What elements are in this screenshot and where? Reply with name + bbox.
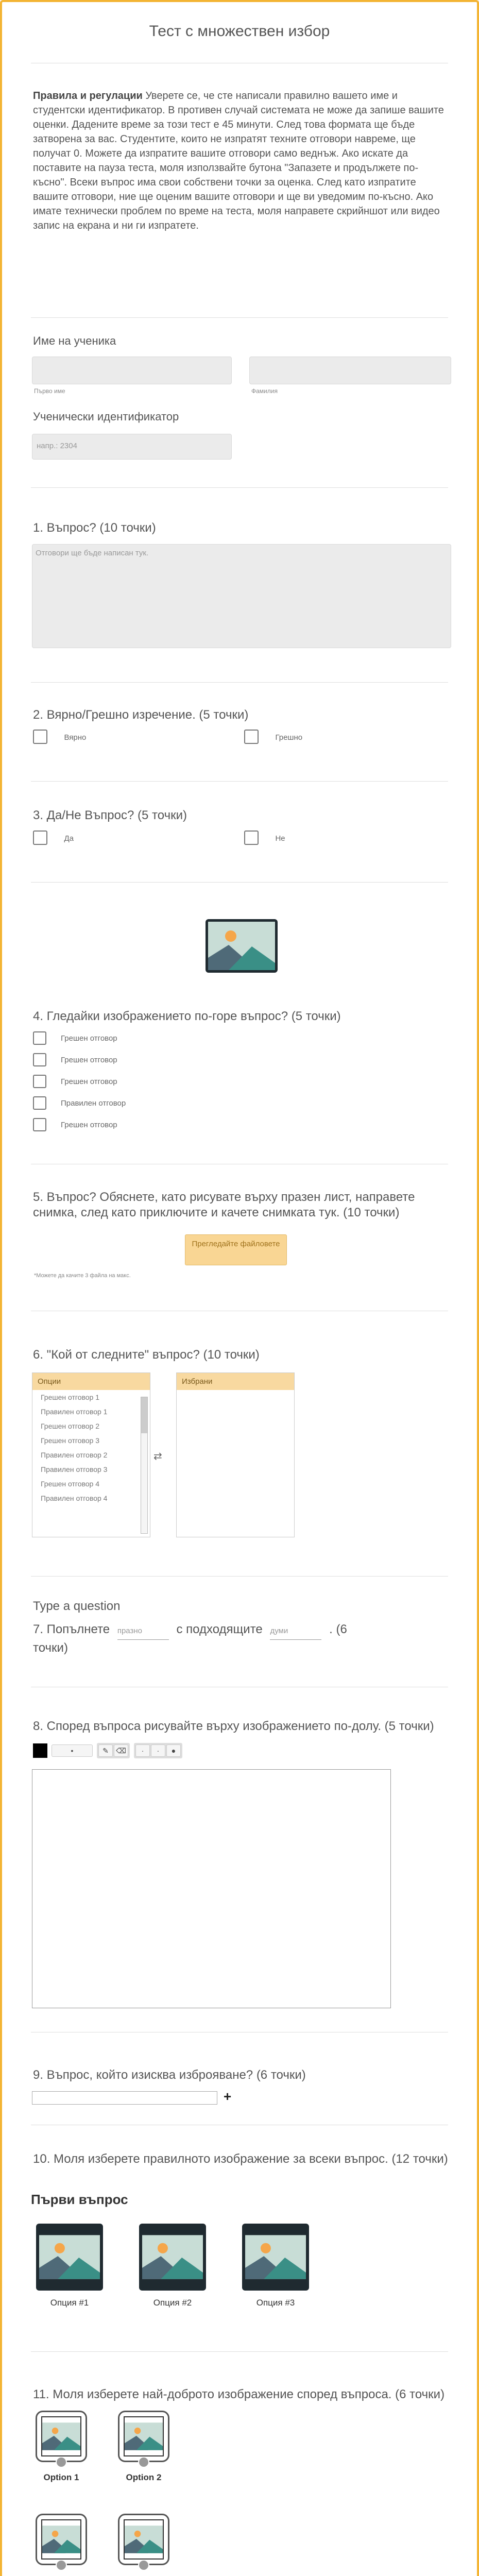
q6-option-item[interactable]: Грешен отговор 4 [41,1480,100,1488]
q1-label: 1. Въпрос? (10 точки) [33,521,156,535]
q4-checkbox[interactable] [33,1096,46,1110]
q3-checkbox[interactable] [33,831,47,845]
landscape-image-icon [245,2227,306,2287]
q4-checkbox[interactable] [33,1118,46,1131]
q10-image-frame[interactable] [139,2224,206,2291]
q6-option-item[interactable]: Правилен отговор 3 [41,1465,108,1473]
q4-option[interactable] [33,1031,117,1053]
landscape-image-icon [208,922,275,970]
q4-checkbox[interactable] [33,1075,46,1088]
q6-option-item[interactable]: Правилен отговор 2 [41,1451,108,1459]
landscape-image-icon [42,2417,80,2455]
student-id-placeholder: напр.: 2304 [37,442,77,450]
q7-sentence [33,1621,363,1656]
q11-select-indicator[interactable] [138,2456,149,2468]
size-small-button[interactable]: · [135,1744,150,1757]
q7-blank-1[interactable]: празно [117,1623,169,1640]
add-item-icon[interactable]: + [224,2089,232,2104]
q10-options [31,2224,443,2337]
browse-files-label: Прегледайте файловете [192,1240,280,1248]
intro-body: Уверете се, че сте написали правилно вашето име и студентски идентификатор. В противен случай системата не може да запише вашите оценки. Дадените време за този тест е 45 минути. След това формата ще бъде затворена за вас. Студентите, които не изпратят техните отговори навреме, ще получат 0. Можете да изпратите вашите отговори само веднъж. Ако искате да поставите на пауза теста, моля използвайте бутона "Запазете и продължете по-късно". Всеки въпрос има свои собствени точки за оценка. След като изпратите вашите отговори, ние ще оценим вашите отговори и ще ви уведомим по-късно. Ако имате технически проблем по време на теста, моля направете скрийншот или видео запис на екрана и ни ги изпратете. [33,90,444,231]
q4-options [33,1031,126,1140]
q6-option-item[interactable]: Правилен отговор 1 [41,1408,108,1416]
q4-label: 4. Гледайки изображението по-горе въпрос? (5 точки) [33,1009,341,1023]
q6-options-header: Опции [32,1373,150,1390]
q11-select-indicator[interactable] [56,2456,67,2468]
q4-option[interactable] [33,1118,117,1140]
q4-checkbox[interactable] [33,1053,46,1066]
first-name-input[interactable] [32,357,232,384]
q10-image-frame[interactable] [242,2224,309,2291]
student-id-input[interactable] [32,434,232,460]
q7-suffix: . (6 [329,1622,347,1636]
q11-select-indicator[interactable] [138,2560,149,2571]
q7-middle: с подходящите [176,1622,263,1636]
brush-size-select[interactable]: • [52,1744,93,1757]
q2-checkbox[interactable] [33,730,47,744]
q11-image-option[interactable] [33,2411,90,2483]
q1-placeholder: Отговори ще бъде написан тук. [36,549,149,557]
q4-option-label: Грешен отговор [61,1077,117,1086]
q7-prefix: 7. Попълнете [33,1622,110,1636]
landscape-image-icon [142,2227,203,2287]
q4-option-label: Грешен отговор [61,1056,117,1064]
q5-upload-note: *Можете да качите 3 файла на макс. [34,1273,131,1279]
size-large-button[interactable]: ● [166,1744,181,1757]
q6-selected-header: Избрани [177,1373,294,1390]
q2-option-label: Вярно [64,733,87,742]
q6-option-item[interactable]: Грешен отговор 2 [41,1422,100,1430]
first-name-sublabel: Първо име [34,387,65,395]
q11-option-label: Option 2 [126,2472,162,2482]
q3-option-label: Да [64,834,74,843]
q4-option[interactable] [33,1096,126,1118]
landscape-image-icon [125,2520,163,2558]
q6-scrollbar[interactable] [141,1397,148,1534]
q6-items [32,1390,150,1505]
q2-option-true[interactable] [33,730,87,747]
q6-label: 6. "Кой от следните" въпрос? (10 точки) [33,1348,260,1362]
q11-image-frame[interactable] [118,2514,169,2565]
move-arrows-icon[interactable]: ⇄ [153,1451,162,1462]
pen-color-swatch[interactable] [33,1743,47,1758]
landscape-image-icon [42,2520,80,2558]
last-name-input[interactable] [249,357,451,384]
q6-option-item[interactable]: Грешен отговор 3 [41,1436,100,1445]
q10-image-option[interactable] [31,2224,108,2308]
browse-files-button[interactable] [185,1234,287,1265]
q11-select-indicator[interactable] [56,2560,67,2571]
q6-option-item[interactable]: Правилен отговор 4 [41,1494,108,1502]
divider [31,2351,448,2352]
q11-image-option[interactable] [115,2514,172,2576]
q6-options-list[interactable] [32,1372,150,1537]
eraser-icon[interactable]: ⌫ [114,1744,128,1757]
q3-option-label: Не [275,834,285,843]
q3-checkbox[interactable] [244,831,259,845]
divider [31,781,448,782]
form-title: Тест с множествен избор [149,23,330,40]
student-id-label: Ученически идентификатор [33,410,179,423]
q11-image-option[interactable] [115,2411,172,2483]
q10-subtitle: Първи въпрос [31,2192,128,2207]
q4-option-label: Грешен отговор [61,1121,117,1129]
q4-option-label: Правилен отговор [61,1099,126,1108]
q7-suffix-2: точки) [33,1641,68,1655]
size-group [134,1743,182,1758]
q4-image [206,919,278,973]
q4-checkbox[interactable] [33,1031,46,1045]
q11-image-frame[interactable] [118,2411,169,2462]
q6-selected-list[interactable] [176,1372,295,1537]
q11-options [33,2411,239,2576]
q3-option-yes[interactable] [33,831,74,848]
q9-list-input[interactable] [32,2091,217,2105]
q1-textarea[interactable] [32,544,451,648]
q4-option[interactable] [33,1053,117,1075]
last-name-sublabel: Фамилия [251,387,278,395]
q8-toolbar [33,1741,182,1760]
q8-label: 8. Според въпроса рисувайте върху изображението по-долу. (5 точки) [33,1719,434,1733]
q2-label: 2. Вярно/Грешно изречение. (5 точки) [33,708,249,722]
q11-image-frame[interactable] [36,2411,87,2462]
q5-label: 5. Въпрос? Обяснете, като рисувате върху празен лист, направете снимка, след като приключите и качете снимката тук. (10 точки) [33,1190,415,1219]
size-medium-button[interactable]: ∙ [151,1744,165,1757]
q10-option-label: Опция #2 [153,2298,192,2308]
landscape-image-icon [125,2417,163,2455]
q11-option-label: Option 1 [43,2472,79,2482]
q10-image-option[interactable] [134,2224,211,2308]
q8-drawing-canvas[interactable] [32,1769,391,2008]
q2-option-false[interactable] [244,730,303,747]
q4-option[interactable] [33,1075,117,1096]
scrollbar-thumb[interactable] [141,1397,147,1433]
divider [31,487,448,488]
q10-label: 10. Моля изберете правилното изображение за всеки въпрос. (12 точки) [33,2152,448,2166]
intro-bold: Правила и регулации [33,90,143,101]
name-label: Име на ученика [33,334,116,347]
q10-image-option[interactable] [237,2224,314,2308]
q10-image-frame[interactable] [36,2224,103,2291]
q10-option-label: Опция #3 [256,2298,295,2308]
divider [31,682,448,683]
q7-type-label: Type a question [33,1599,121,1613]
q6-option-item[interactable]: Грешен отговор 1 [41,1393,100,1401]
q3-option-no[interactable] [244,831,285,848]
q10-option-label: Опция #1 [50,2298,89,2308]
q3-label: 3. Да/Не Въпрос? (5 точки) [33,808,187,822]
q11-image-frame[interactable] [36,2514,87,2565]
divider [31,882,448,883]
pencil-icon[interactable]: ✎ [98,1744,113,1757]
q9-label: 9. Въпрос, който изисква изброяване? (6 точки) [33,2068,306,2082]
q11-image-option[interactable] [33,2514,90,2576]
q2-checkbox[interactable] [244,730,259,744]
tool-group [97,1743,130,1758]
q7-blank-2[interactable]: думи [270,1623,321,1640]
q4-option-label: Грешен отговор [61,1034,117,1043]
q11-label: 11. Моля изберете най-доброто изображение според въпроса. (6 точки) [33,2387,445,2401]
divider [31,317,448,318]
intro-text [33,89,451,233]
landscape-image-icon [39,2227,100,2287]
q2-option-label: Грешно [275,733,303,742]
divider [31,1576,448,1577]
